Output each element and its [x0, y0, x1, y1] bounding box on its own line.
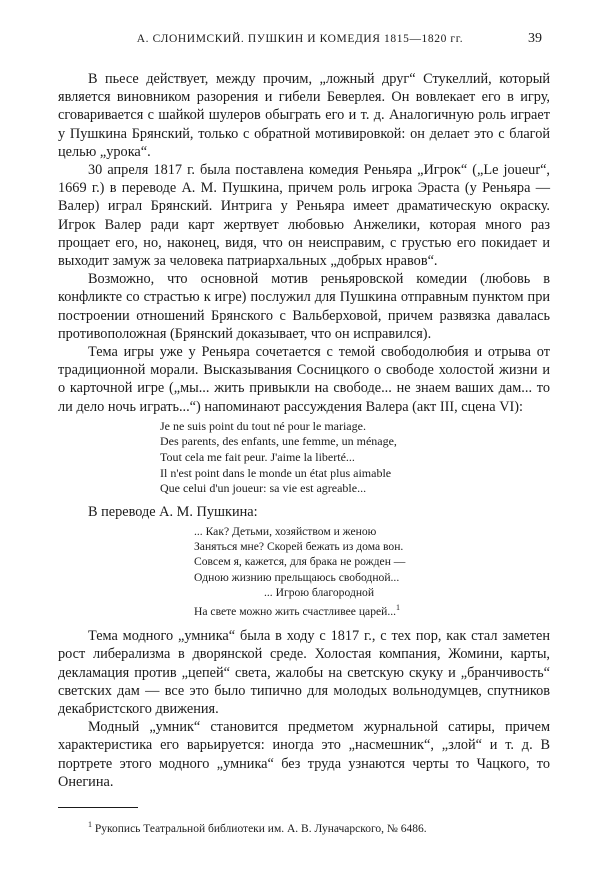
verse-line: Одною жизнию прельщаюсь свободной... — [194, 570, 400, 584]
footnote-marker: 1 — [88, 820, 92, 829]
verse-line: ... Как? Детьми, хозяйством и женою — [194, 525, 377, 539]
paragraph: В пьесе действует, между прочим, „ложный друг“ Стукеллий, который является виновником разорения и гибели Беверлея. Он вовлекает его в игру, сговаривается с шайкой шулеров обыграть его и т. д. Аналогичную роль играет у Пушкина Брянский, только с обратной мотивировкой: он делает это с благой целью „урока“. — [58, 71, 550, 160]
paragraph: Тема модного „умника“ была в ходу с 1817 г., с тех пор, как стал заметен рост либерализма в дворянской среде. Холостая компания, Жомини, карты, декламация против „цепей“ света, жалобы на светскую скуку и „бранчивость“ светских дам — все это было типично для молодых вольнодумцев, спутников декабристского движения. — [58, 628, 550, 717]
verse-line: ... Игрою благородной — [264, 585, 375, 599]
paragraph: Возможно, что основной мотив реньяровской комедии (любовь в конфликте со страстью к игре) послужил для Пушкина отправным пунктом при построении отношений Брянского с Вальберховой, причем развязка давалась противоположная (Брянский доказывает, что он исправился). — [58, 271, 550, 342]
russian-verse-quote — [194, 524, 550, 619]
verse-line: Совсем я, кажется, для брака не рожден — — [194, 555, 406, 569]
french-verse-quote — [160, 419, 550, 497]
paragraph: Модный „умник“ становится предметом журнальной сатиры, причем характеристика его варьируется: иногда это „насмешник“, „злой“ и т. д. В портрете этого модного „умника“ без труда узнаются черты то Чацкого, то Онегина. — [58, 719, 550, 790]
verse-line: Des parents, des enfants, une femme, un ménage, — [160, 434, 397, 449]
main-text — [58, 70, 550, 791]
page-number: 39 — [528, 31, 542, 46]
footnote-text: Рукопись Театральной библиотеки им. А. В. Луначарского, № 6486. — [94, 822, 427, 835]
verse-line: Je ne suis point du tout né pour le mariage. — [160, 418, 366, 433]
verse-line-with-footnote — [194, 600, 550, 619]
verse-line: Il n'est point dans le monde un état plus aimable — [160, 465, 392, 480]
footnote-ref: 1 — [396, 603, 401, 613]
verse-line-text: На свете можно жить счастливее царей... — [194, 604, 397, 618]
paragraph: 30 апреля 1817 г. была поставлена комедия Реньяра „Игрок“ („Le joueur“, 1669 г.) в переводе А. М. Пушкина, причем роль игрока Эраста (у Реньяра — Валер) играл Брянский. Интрига у Реньяра имеет драматическую окраску. Игрок Валер ради карт жертвует любовью Анжелики, которая много раз прощает его, но, наконец, видя, что он неисправим, с грустью его покидает и выходит замуж за человека патриархальных „добрых нравов“. — [58, 162, 550, 270]
verse-line: Заняться мне? Скорей бежать из дома вон. — [194, 540, 404, 554]
footnote-divider — [58, 807, 138, 808]
paragraph: Тема игры уже у Реньяра сочетается с темой свободолюбия и отрыва от традиционной морали. Высказывания Сосницкого о свободе холостой жизни и о карточной игре („мы... жить привыкли на свободе... не знаем ваших дам... то ли дело ночь играть...“) напоминают рассуждения Валера (акт III, сцена VI): — [58, 344, 550, 415]
translation-intro: В переводе А. М. Пушкина: — [88, 503, 258, 520]
running-header: А. СЛОНИМСКИЙ. ПУШКИН И КОМЕДИЯ 1815—1820 гг. — [136, 33, 464, 45]
footnote — [88, 820, 427, 835]
verse-line: Que celui d'un joueur: sa vie est agreable... — [160, 481, 367, 496]
verse-line: Tout cela me fait peur. J'aime la liberté... — [160, 450, 355, 465]
